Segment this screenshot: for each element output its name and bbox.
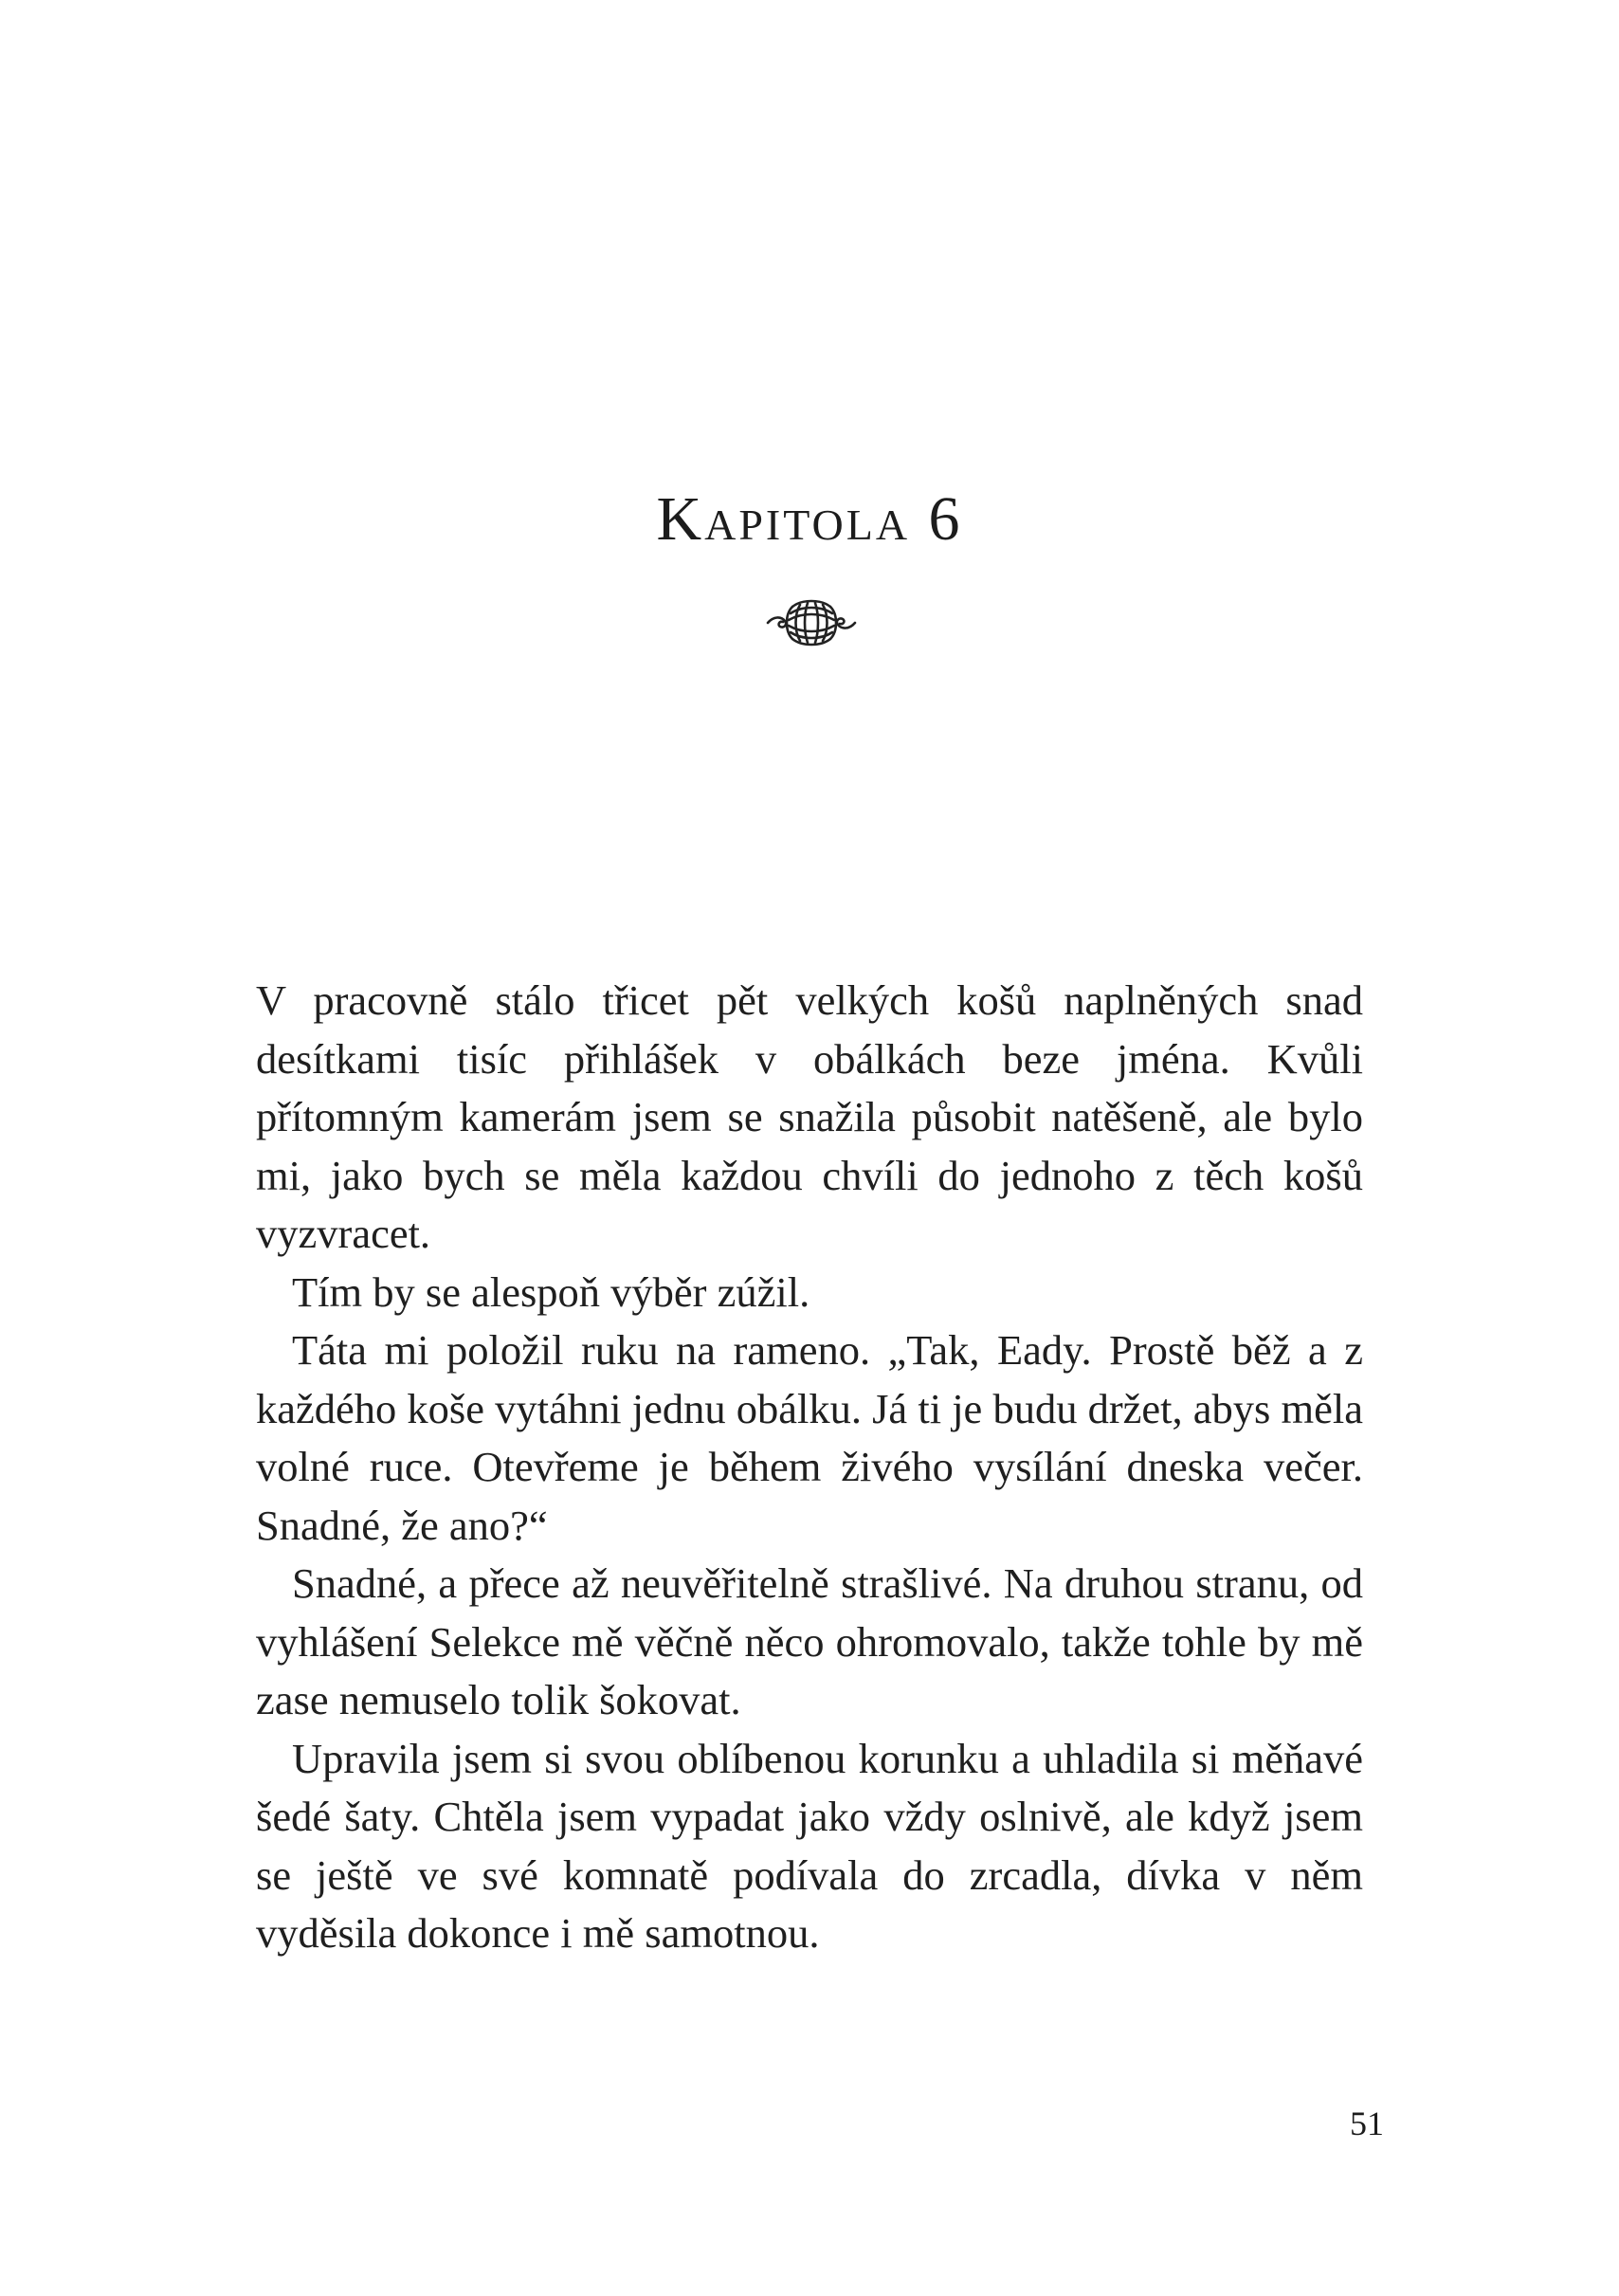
paragraph: Snadné, a přece až neuvěřitelně strašlivé. Na druhou stranu, od vyhlášení Selekce mě věčně něco ohromovalo, takže tohle by mě zase nemuselo tolik šokovat. [256,1559,1363,1723]
paragraph: Upravila jsem si svou oblíbenou korunku a uhladila si měňavé šedé šaty. Chtěla jsem vypadat jako vždy oslnivě, ale když jsem se ještě ve své komnatě podívala do zrcadla, dívka v něm vyděsila dokonce i mě samotnou. [256,1734,1363,1957]
page-number: 51 [1350,2105,1384,2142]
paragraph: Táta mi položil ruku na rameno. „Tak, Eady. Prostě běž a z každého koše vytáhni jednu obálku. Já ti je budu držet, abys měla volné ruce. Otevřeme je během živého vysílání dneska večer. Snadné, že ano?“ [256,1326,1363,1549]
flourish-ornament-icon [764,597,859,648]
paragraph: V pracovně stálo třicet pět velkých košů naplněných snad desítkami tisíc přihlášek v obálkách beze jména. Kvůli přítomným kamerám jsem se snažila působit natěšeně, ale bylo mi, jako bych se měla každou chvíli do jednoho z těch košů vyzvracet. [256,976,1363,1257]
paragraph: Tím by se alespoň výběr zúžil. [292,1267,810,1316]
chapter-title: Kapitola 6 [656,484,963,554]
chapter-body [256,972,1363,1963]
